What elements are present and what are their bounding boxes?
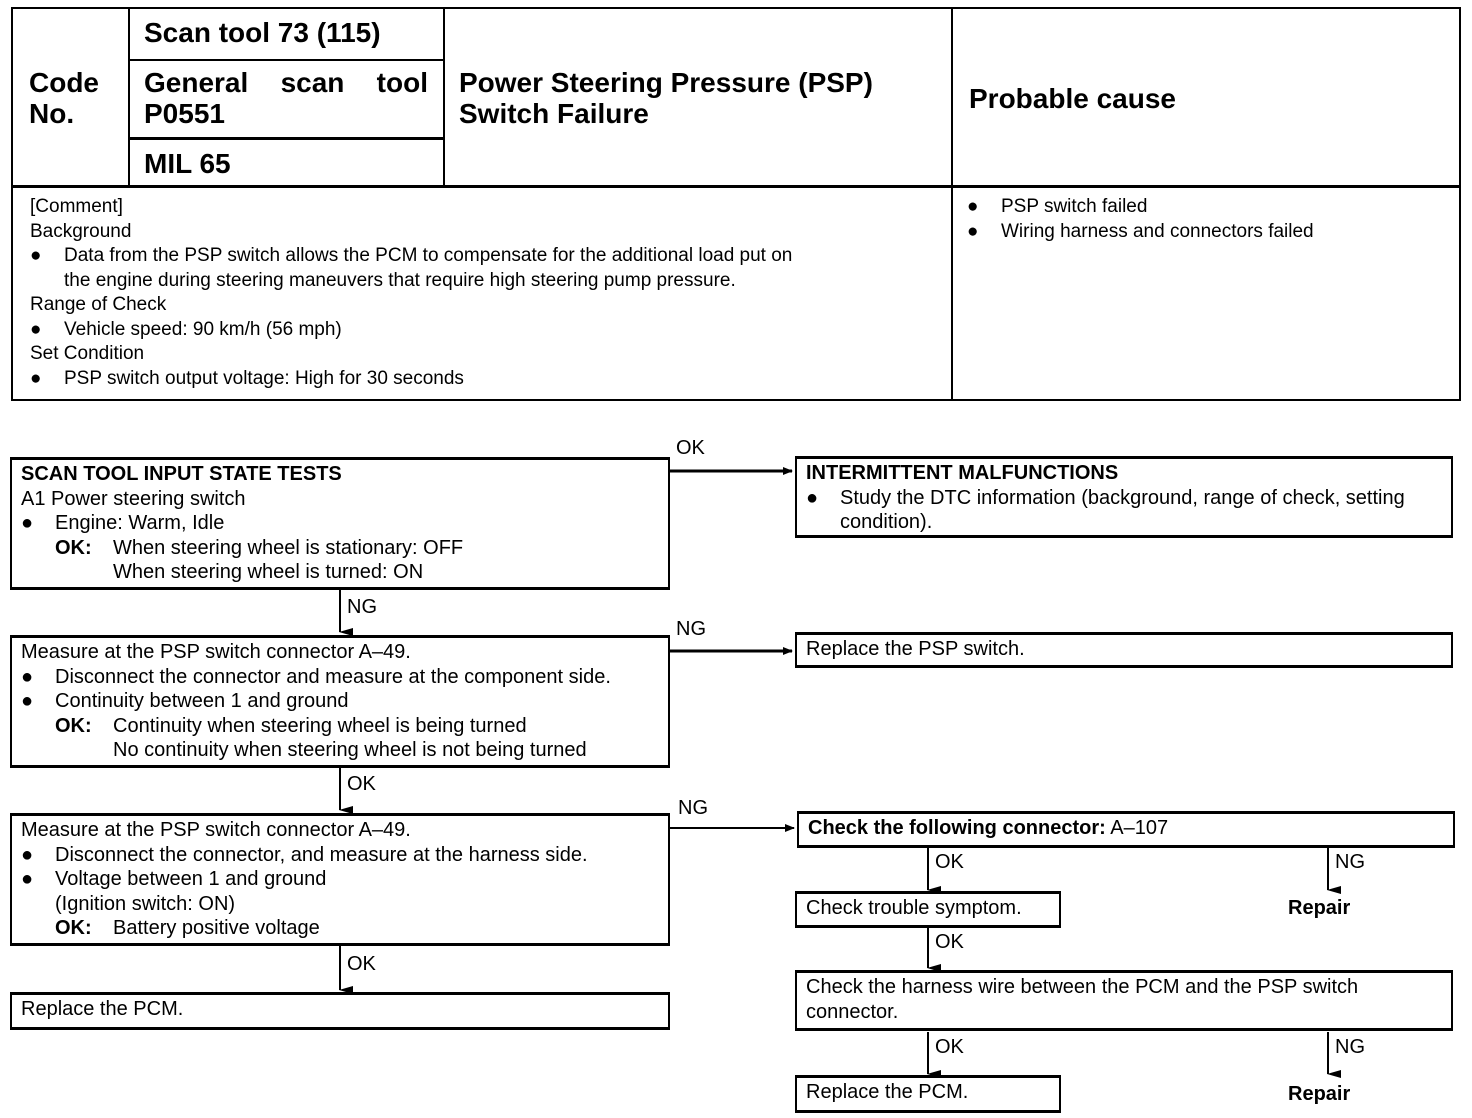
range-text: Vehicle speed: 90 km/h (56 mph) — [64, 318, 342, 340]
check-harness-box — [795, 970, 1453, 1031]
probable-cause-label: Probable cause — [969, 83, 1176, 114]
measure-condition: (Ignition switch: ON) — [55, 892, 236, 915]
label-ng: NG — [676, 618, 706, 640]
check-connector-box — [797, 811, 1455, 848]
ok-text: No continuity when steering wheel is not being turned — [113, 739, 587, 761]
label-ng: NG — [678, 797, 708, 819]
scan-tool-test-title: SCAN TOOL INPUT STATE TESTS — [21, 463, 342, 485]
label-ok: OK — [347, 773, 376, 795]
ok-text: When steering wheel is stationary: OFF — [113, 536, 464, 559]
label-ng: NG — [1335, 851, 1365, 873]
label-ok: OK — [935, 851, 964, 873]
measure-item-text: Voltage between 1 and ground — [55, 868, 327, 890]
label-ok: OK — [935, 931, 964, 953]
label-ok: OK — [676, 437, 705, 459]
intermittent-box — [795, 456, 1453, 538]
replace-psp-box — [795, 632, 1453, 668]
harness-side-check-box — [10, 813, 670, 946]
bullet-icon: ● — [967, 196, 979, 217]
probable-cause-text: PSP switch failed — [1001, 196, 1148, 217]
label-ng: NG — [1335, 1036, 1365, 1058]
ok-label: OK: — [55, 714, 92, 737]
intermittent-title: INTERMITTENT MALFUNCTIONS — [806, 462, 1119, 484]
scan-tool-test-box — [10, 457, 670, 590]
measure-item-text: Disconnect the connector and measure at the component side. — [55, 665, 611, 688]
dtc-title-line1: Power Steering Pressure (PSP) — [459, 67, 873, 98]
measure-text: Measure at the PSP switch connector A–49. — [21, 641, 411, 663]
measure-item — [21, 867, 659, 892]
replace-psp-text: Replace the PSP switch. — [806, 638, 1025, 660]
connector-id: A–107 — [1110, 817, 1169, 839]
check-harness-text: Check the harness wire between the PCM and the PSP switch — [806, 976, 1359, 998]
measure-item — [21, 689, 659, 714]
replace-pcm-text: Replace the PCM. — [21, 998, 184, 1020]
bullet-icon: ● — [30, 367, 42, 389]
ok-criteria — [21, 536, 659, 561]
label-ok: OK — [347, 953, 376, 975]
label-ng: NG — [347, 596, 377, 618]
measure-item — [21, 665, 659, 690]
check-harness-text-cont: connector. — [806, 1000, 899, 1023]
bullet-icon: ● — [21, 690, 34, 712]
ok-label: OK: — [55, 917, 92, 939]
replace-pcm-text: Replace the PCM. — [806, 1081, 969, 1103]
scan-tool-code: Scan tool 73 (115) — [144, 17, 381, 48]
check-symptom-text: Check trouble symptom. — [806, 897, 1022, 919]
check-connector-text — [808, 816, 1444, 841]
ok-text: When steering wheel is turned: ON — [113, 561, 424, 583]
background-label: Background — [30, 220, 132, 242]
bullet-icon: ● — [30, 318, 42, 340]
general-scan-tool-code: P0551 — [144, 98, 225, 129]
intermittent-item — [806, 486, 1442, 511]
set-condition-label: Set Condition — [30, 343, 145, 364]
replace-pcm-right-box — [795, 1075, 1061, 1113]
background-text-cont: the engine during steering maneuvers that require high steering pump pressure. — [64, 269, 736, 291]
background-text: Data from the PSP switch allows the PCM to compensate for the additional load put on — [64, 245, 793, 266]
scan-tool-test-item: A1 Power steering switch — [21, 487, 246, 510]
bullet-icon: ● — [21, 665, 34, 688]
measure-item-text: Disconnect the connector, and measure at the harness side. — [55, 843, 588, 866]
replace-pcm-left-box — [10, 992, 670, 1030]
mil-code: MIL 65 — [144, 148, 231, 179]
component-side-check-box — [10, 635, 670, 768]
measure-item — [21, 843, 659, 868]
condition-text: Engine: Warm, Idle — [55, 512, 225, 534]
ok-text: Continuity when steering wheel is being turned — [113, 714, 527, 737]
comment-tag: [Comment] — [30, 196, 123, 217]
general-scan-tool-label: General scan tool — [144, 67, 428, 98]
bullet-icon: ● — [806, 486, 819, 509]
intermittent-text: Study the DTC information (background, range of check, setting — [840, 486, 1405, 509]
bullet-icon: ● — [21, 843, 34, 866]
range-label: Range of Check — [30, 294, 167, 315]
ok-label: OK: — [55, 536, 92, 559]
probable-cause-text: Wiring harness and connectors failed — [1001, 220, 1314, 242]
dtc-title-line2: Switch Failure — [459, 98, 649, 129]
check-connector-label: Check the following connector: — [808, 817, 1106, 839]
intermittent-text-cont: condition). — [840, 511, 933, 533]
bullet-icon: ● — [967, 220, 979, 242]
ok-criteria — [21, 916, 659, 941]
repair-label: Repair — [1288, 897, 1351, 919]
bullet-icon: ● — [21, 868, 34, 890]
set-condition-text: PSP switch output voltage: High for 30 seconds — [64, 367, 464, 389]
ok-criteria — [21, 714, 659, 739]
repair-label: Repair — [1288, 1083, 1351, 1105]
measure-text: Measure at the PSP switch connector A–49. — [21, 819, 411, 841]
code-no-label: Code No. — [29, 67, 99, 129]
scan-tool-test-condition — [21, 511, 659, 536]
bullet-icon: ● — [30, 245, 42, 266]
bullet-icon: ● — [21, 512, 34, 534]
measure-item-text: Continuity between 1 and ground — [55, 690, 349, 712]
ok-text: Battery positive voltage — [113, 917, 320, 939]
label-ok: OK — [935, 1036, 964, 1058]
check-symptom-box — [795, 891, 1061, 928]
